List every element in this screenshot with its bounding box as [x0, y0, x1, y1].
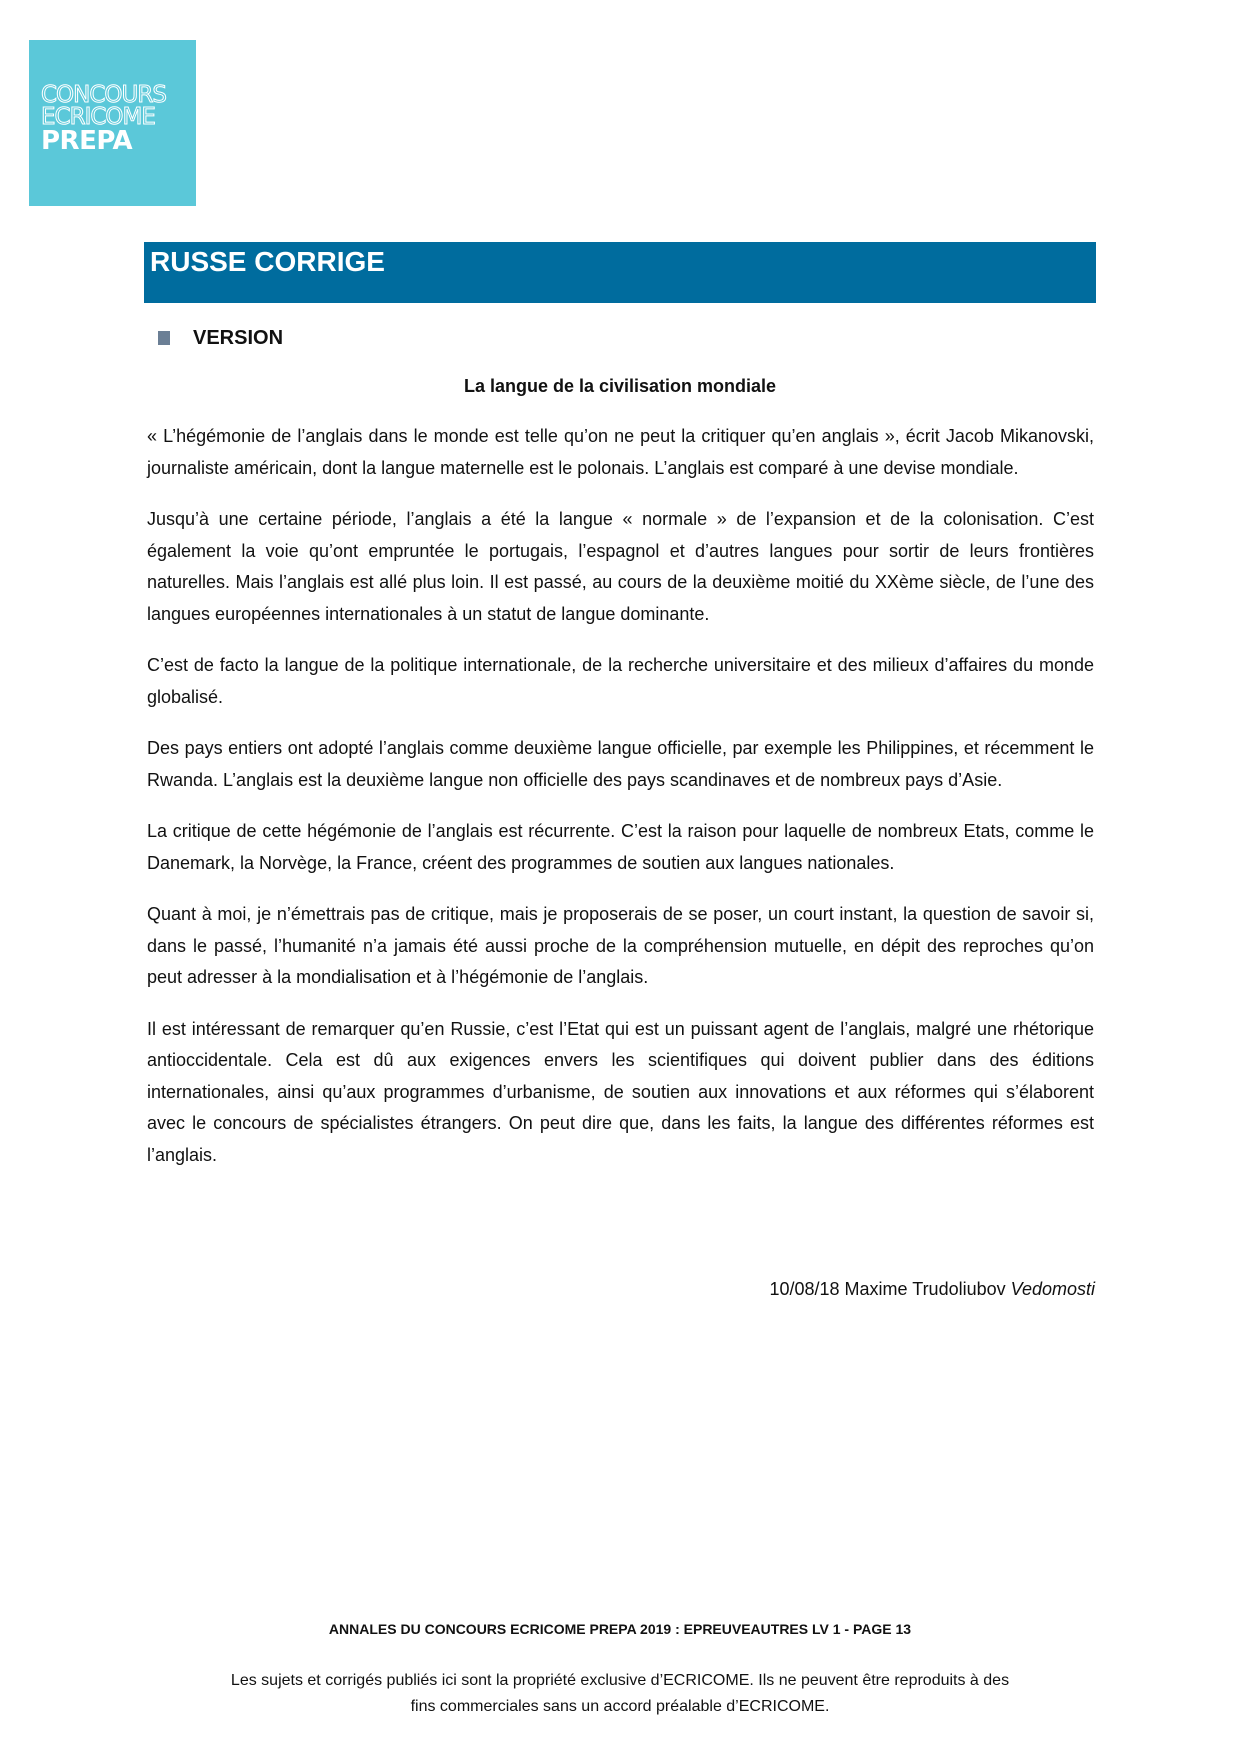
section-bullet-icon	[158, 331, 170, 345]
page-title-bar	[144, 242, 1096, 303]
footer-copyright-note	[144, 1668, 1096, 1720]
logo-line-ecricome: ECRICOME	[41, 104, 155, 130]
document-body	[147, 421, 1094, 1191]
paragraph: Des pays entiers ont adopté l’anglais comme deuxième langue officielle, par exemple les Philippines, et récemment le Rwanda. L’anglais est la deuxième langue non officielle des pays scandinaves et de nombreux pays d’Asie.	[147, 738, 1094, 790]
paragraph: C’est de facto la langue de la politique internationale, de la recherche universitaire et des milieux d’affaires du monde globalisé.	[147, 655, 1094, 707]
paragraph: Il est intéressant de remarquer qu’en Russie, c’est l’Etat qui est un puissant agent de l’anglais, malgré une rhétorique antioccidentale. Cela est dû aux exigences envers les scientifiques qui doivent publier dans des éditions internationales, ainsi qu’aux programmes d’urbanisme, de soutien aux innovations et aux réformes qui s’élaborent avec le concours de spécialistes étrangers. On peut dire que, dans les faits, la langue des différentes réformes est l’anglais.	[147, 1018, 1094, 1165]
signature-author: 10/08/18 Maxime Trudoliubov	[769, 1279, 1011, 1299]
logo-line-concours: CONCOURS	[41, 82, 166, 108]
paragraph: Jusqu’à une certaine période, l’anglais a été la langue « normale » de l’expansion et de la colonisation. C’est également la voie qu’ont empruntée le portugais, l’espagnol et d’autres langues pour sortir de leurs frontières naturelles. Mais l’anglais est allé plus loin. Il est passé, au cours de la deuxième moitié du XXème siècle, de l’une des langues européennes internationales à un statut de langue dominante.	[147, 509, 1094, 624]
paragraph: La critique de cette hégémonie de l’anglais est récurrente. C’est la raison pour laquelle de nombreux Etats, comme le Danemark, la Norvège, la France, créent des programmes de soutien aux langues nationales.	[147, 821, 1094, 873]
paragraph: « L’hégémonie de l’anglais dans le monde est telle qu’on ne peut la critiquer qu’en anglais », écrit Jacob Mikanovski, journaliste américain, dont la langue maternelle est le polonais. L’anglais est comparé à une devise mondiale.	[147, 426, 1094, 478]
ecricome-logo	[29, 40, 196, 206]
footer-note-line: Les sujets et corrigés publiés ici sont la propriété exclusive d’ECRICOME. Ils ne peuvent être reproduits à des	[230, 1672, 1010, 1689]
signature	[769, 1279, 1095, 1300]
footer-note-line: fins commerciales sans un accord préalable d’ECRICOME.	[410, 1698, 830, 1715]
paragraph: Quant à moi, je n’émettrais pas de critique, mais je proposerais de se poser, un court instant, la question de savoir si, dans le passé, l’humanité n’a jamais été aussi proche de la compréhension mutuelle, en dépit des reproches qu’on peut adresser à la mondialisation et à l’hégémonie de l’anglais.	[147, 904, 1094, 987]
document-title: La langue de la civilisation mondiale	[463, 376, 777, 396]
page-title: RUSSE CORRIGE	[150, 246, 385, 277]
logo-line-prepa: PREPA	[41, 126, 133, 156]
signature-source: Vedomosti	[1010, 1279, 1095, 1299]
section-heading: VERSION	[193, 327, 284, 349]
footer-title: ANNALES DU CONCOURS ECRICOME PREPA 2019 : EPREUVEAUTRES LV 1 - PAGE 13	[328, 1621, 912, 1637]
